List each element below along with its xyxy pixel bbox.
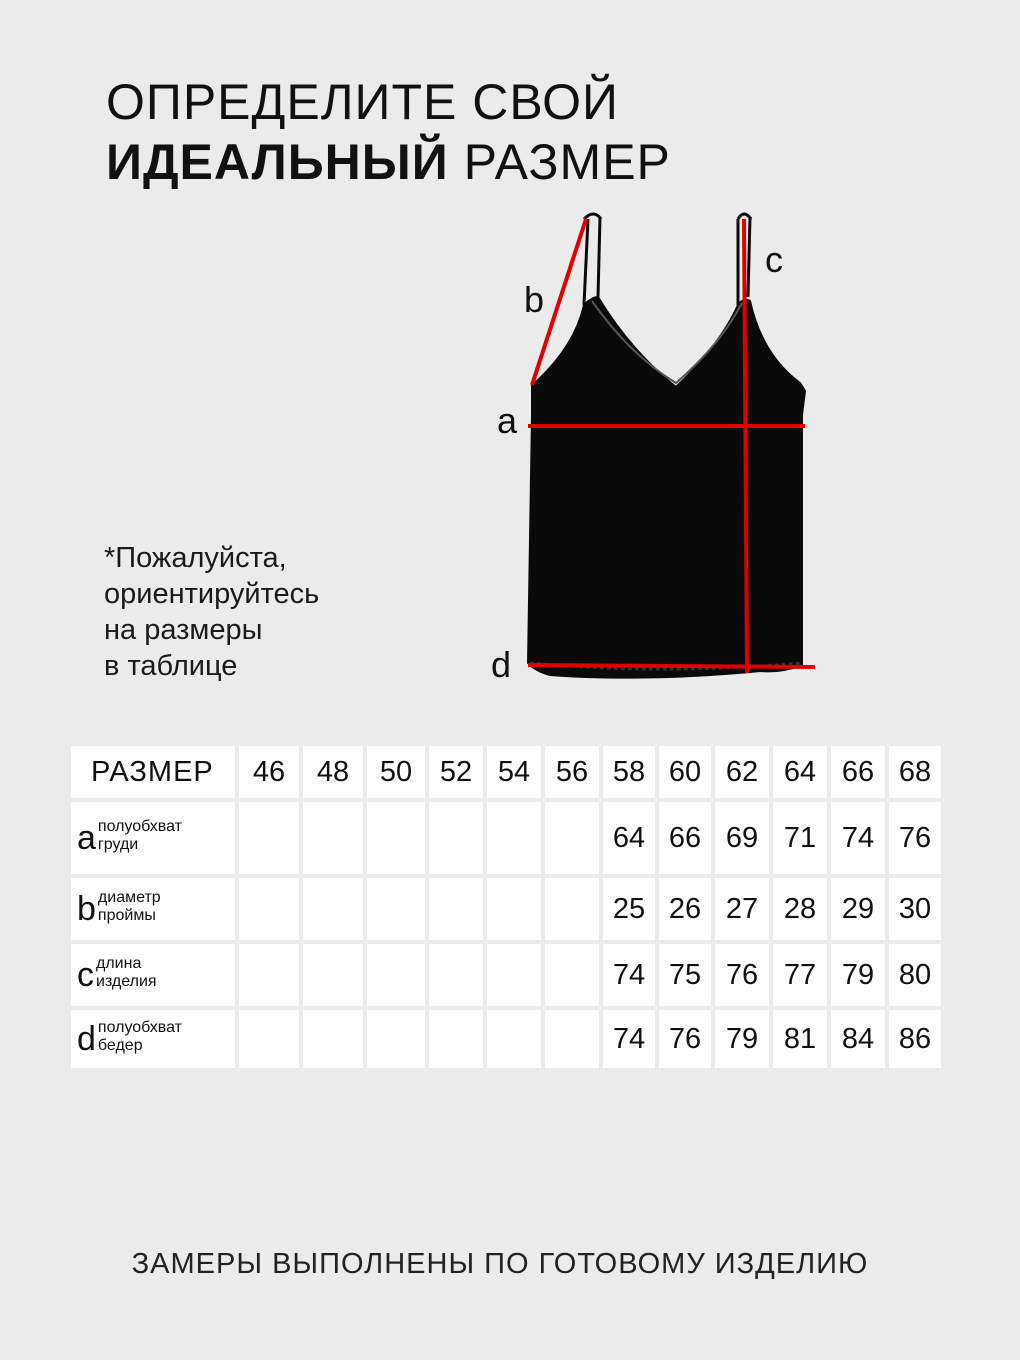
row-letter: d [77, 1020, 96, 1058]
left-strap-loop [584, 214, 601, 219]
table-cell [545, 1010, 599, 1068]
size-header-cell: 46 [239, 746, 299, 798]
measure-label-d: d [491, 644, 512, 685]
size-header-label: РАЗМЕР [71, 746, 235, 798]
table-cell: 81 [773, 1010, 827, 1068]
table-cell: 28 [773, 878, 827, 940]
row-desc: полуобхват [97, 1019, 182, 1036]
table-cell [303, 944, 363, 1006]
table-cell [429, 944, 483, 1006]
table-cell: 26 [659, 878, 711, 940]
row-label-c [71, 944, 235, 1006]
note-line: *Пожалуйста, [104, 542, 287, 574]
size-header-cell: 56 [545, 746, 599, 798]
table-cell: 86 [889, 1010, 941, 1068]
table-cell: 30 [889, 878, 941, 940]
left-strap [584, 217, 600, 305]
size-header-cell: 58 [603, 746, 655, 798]
title-line-1: ОПРЕДЕЛИТЕ СВОЙ [106, 74, 619, 130]
size-header-cell: 60 [659, 746, 711, 798]
note-line: ориентируйтесь [104, 578, 320, 610]
title-bold-word: ИДЕАЛЬНЫЙ [106, 134, 449, 190]
size-header-cell: 48 [303, 746, 363, 798]
size-header-cell: 64 [773, 746, 827, 798]
note-line: в таблице [104, 650, 238, 682]
table-cell [239, 802, 299, 874]
measure-label-a: a [497, 400, 518, 441]
table-cell: 29 [831, 878, 885, 940]
table-cell: 69 [715, 802, 769, 874]
row-desc: груди [97, 836, 139, 853]
row-desc: полуобхват [97, 818, 182, 835]
table-cell: 25 [603, 878, 655, 940]
size-header-cell: 50 [367, 746, 425, 798]
measure-label-c: c [765, 239, 783, 280]
row-letter: a [77, 819, 96, 857]
table-cell [487, 944, 541, 1006]
table-cell: 79 [715, 1010, 769, 1068]
table-cell: 74 [831, 802, 885, 874]
size-note [104, 540, 319, 684]
table-cell [239, 878, 299, 940]
table-cell [367, 802, 425, 874]
table-cell [545, 802, 599, 874]
table-cell [239, 1010, 299, 1068]
title-line-2 [106, 132, 671, 192]
table-cell: 84 [831, 1010, 885, 1068]
row-desc: проймы [97, 907, 156, 924]
page-title [106, 72, 671, 192]
row-label-b [71, 878, 235, 940]
size-header-cell: 68 [889, 746, 941, 798]
table-cell [487, 1010, 541, 1068]
size-header-cell: 54 [487, 746, 541, 798]
table-cell [367, 944, 425, 1006]
size-header-cell: 52 [429, 746, 483, 798]
table-row [71, 1010, 941, 1068]
table-cell [487, 802, 541, 874]
table-cell: 76 [889, 802, 941, 874]
table-cell [429, 878, 483, 940]
table-cell: 80 [889, 944, 941, 1006]
table-cell [303, 1010, 363, 1068]
table-cell [487, 878, 541, 940]
row-desc: диаметр [97, 889, 161, 906]
table-cell [303, 802, 363, 874]
table-cell: 74 [603, 944, 655, 1006]
row-letter: b [77, 890, 96, 928]
footer-note: ЗАМЕРЫ ВЫПОЛНЕНЫ ПО ГОТОВОМУ ИЗДЕЛИЮ [131, 1248, 869, 1280]
table-cell [429, 802, 483, 874]
row-letter: c [77, 956, 94, 994]
table-row [71, 944, 941, 1006]
table-cell [367, 878, 425, 940]
row-label-a [71, 802, 235, 874]
table-cell: 27 [715, 878, 769, 940]
table-cell [429, 1010, 483, 1068]
camisole-body [528, 297, 805, 678]
table-cell: 76 [659, 1010, 711, 1068]
size-header-cell: 66 [831, 746, 885, 798]
table-cell [303, 878, 363, 940]
row-desc: длина [96, 955, 142, 972]
row-label-d [71, 1010, 235, 1068]
row-desc: бедер [97, 1037, 143, 1054]
table-row [71, 802, 941, 874]
table-cell [367, 1010, 425, 1068]
table-cell: 77 [773, 944, 827, 1006]
note-line: на размеры [104, 614, 263, 646]
size-table [67, 742, 945, 1072]
table-cell [545, 878, 599, 940]
table-cell [545, 944, 599, 1006]
table-row [71, 878, 941, 940]
table-cell: 71 [773, 802, 827, 874]
table-cell: 79 [831, 944, 885, 1006]
row-desc: изделия [96, 973, 157, 990]
table-cell: 66 [659, 802, 711, 874]
title-rest-word: РАЗМЕР [463, 134, 671, 190]
size-header-cell: 62 [715, 746, 769, 798]
table-cell: 76 [715, 944, 769, 1006]
measure-line-d [528, 665, 815, 667]
measure-label-b: b [524, 279, 545, 320]
table-cell [239, 944, 299, 1006]
right-strap-loop [738, 214, 751, 219]
table-cell: 64 [603, 802, 655, 874]
table-cell: 74 [603, 1010, 655, 1068]
size-header-row [71, 746, 941, 798]
table-cell: 75 [659, 944, 711, 1006]
